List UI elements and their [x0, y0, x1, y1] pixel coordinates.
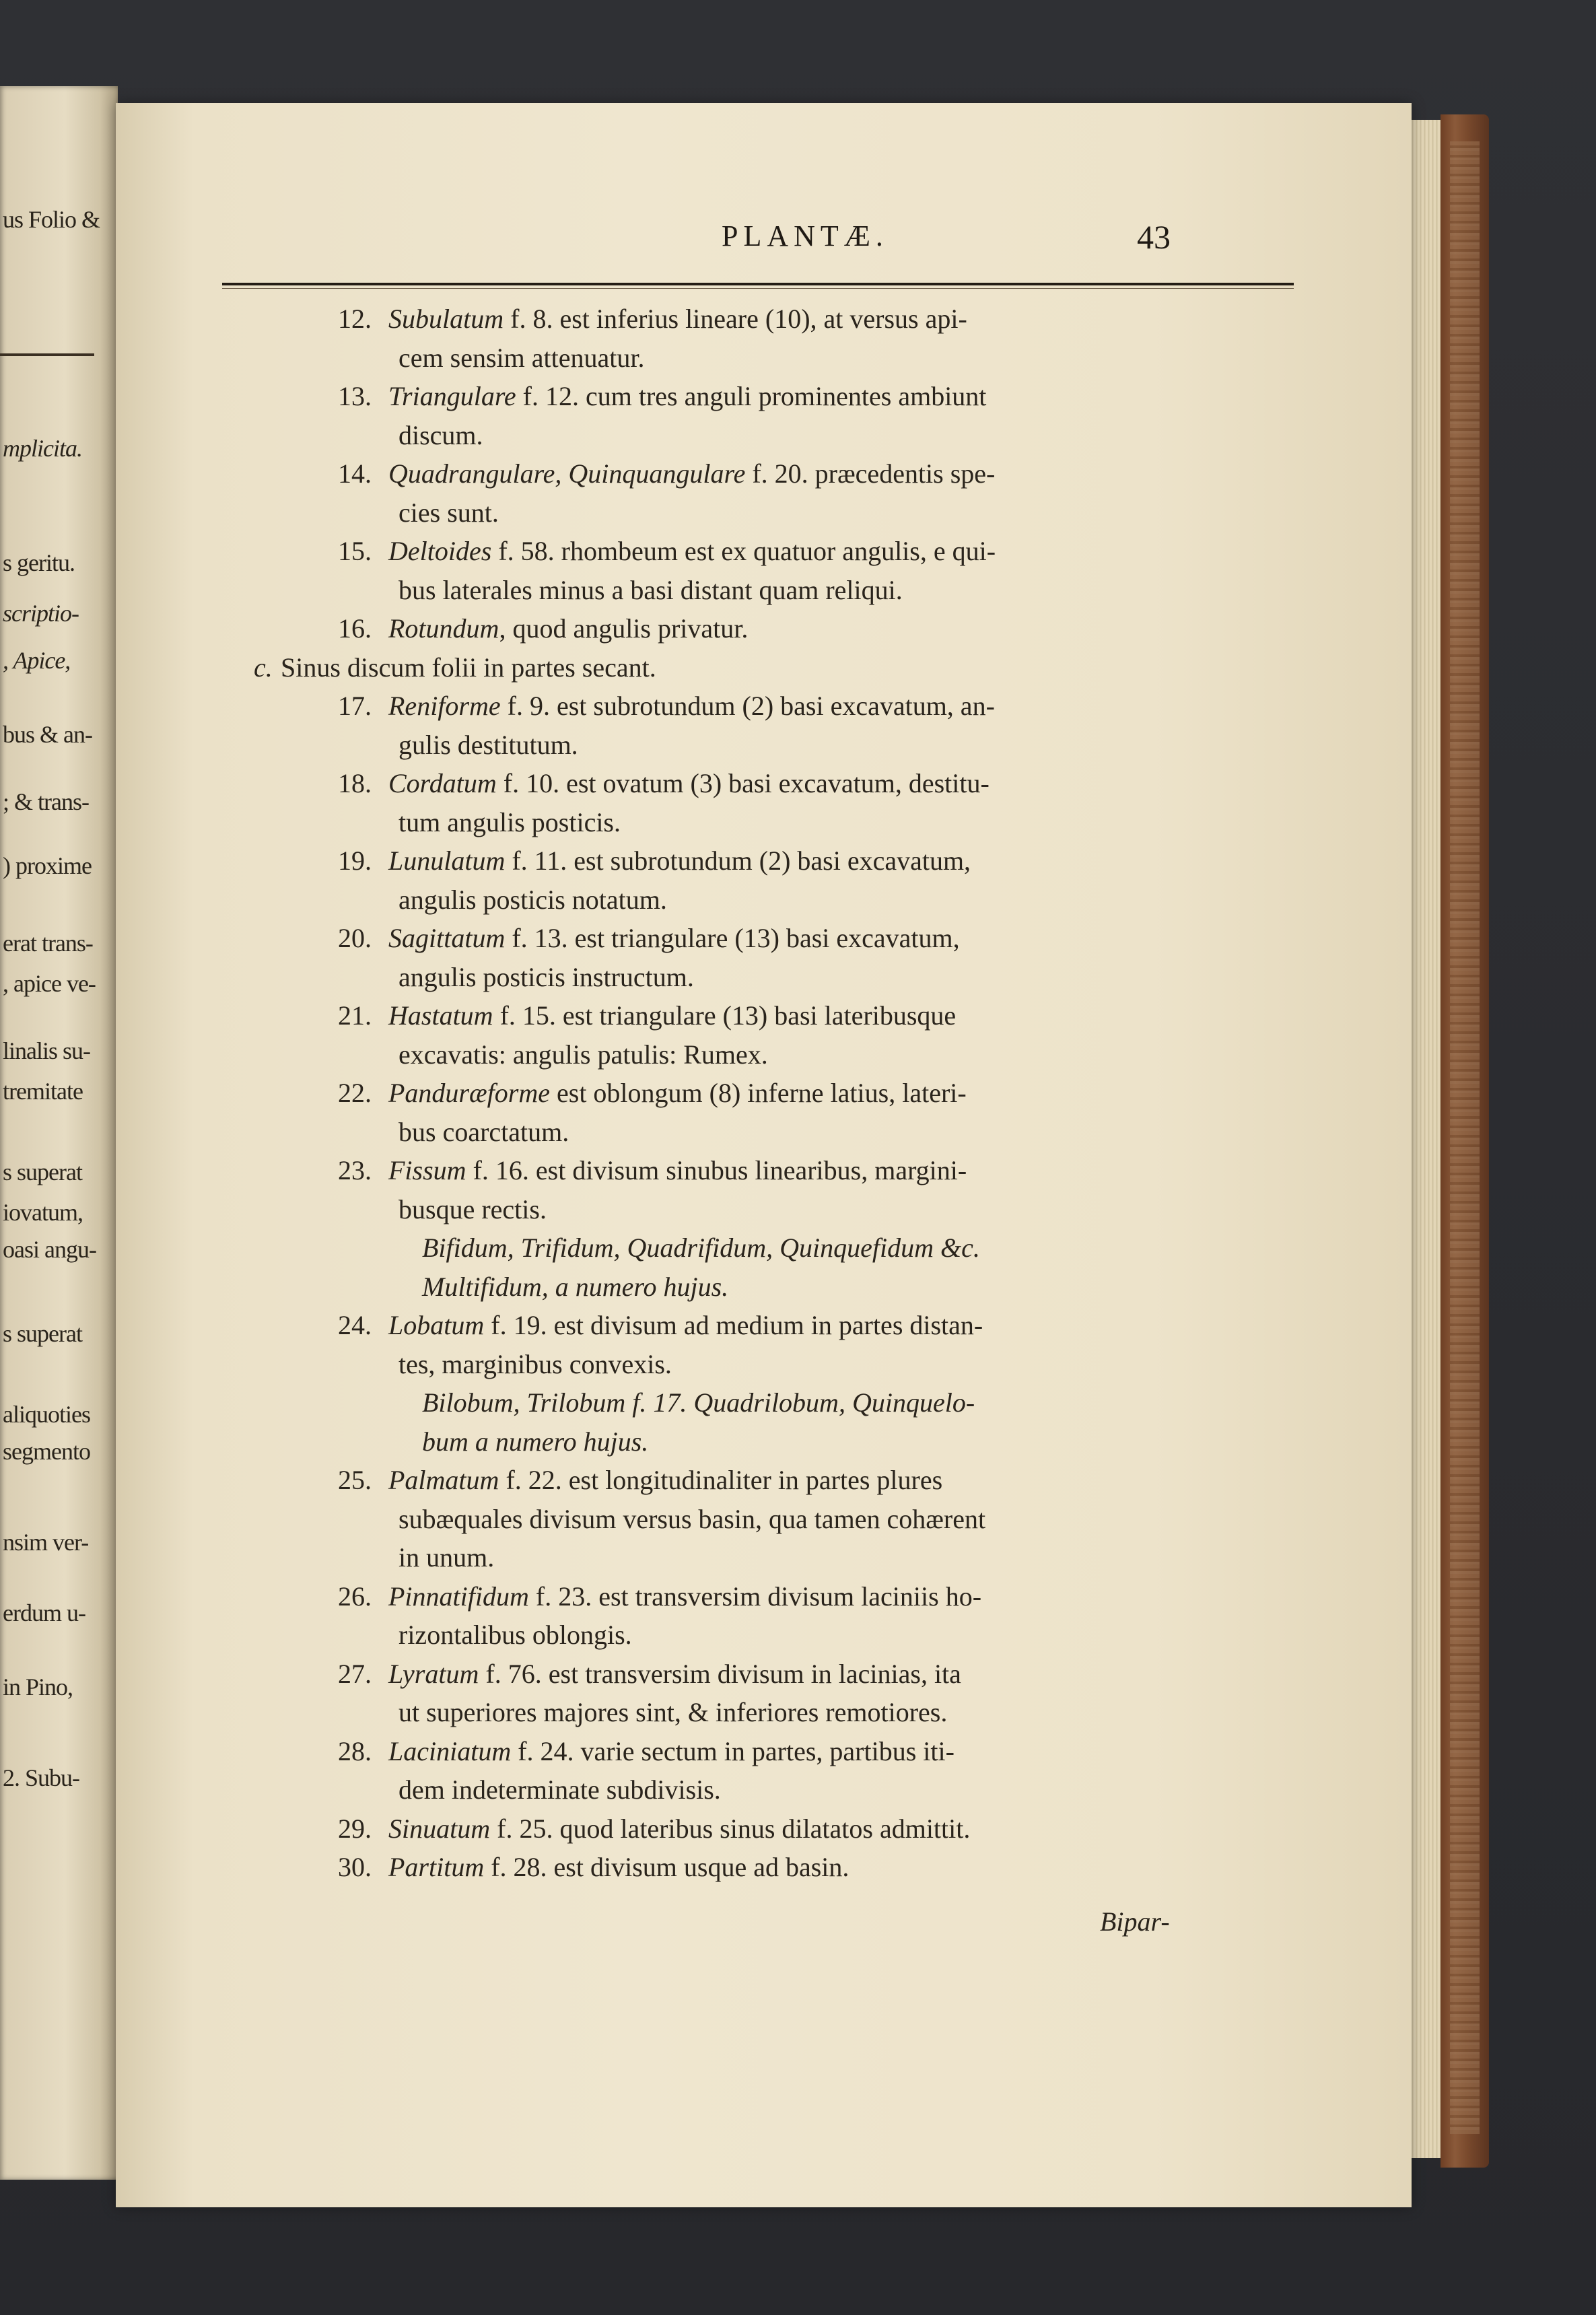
left-page-fragment: s geritu. [3, 549, 75, 576]
left-page-fragment: oasi angu- [3, 1236, 96, 1263]
continuation-line [422, 1270, 728, 1305]
entry-term: Palmatum [388, 1465, 499, 1495]
entry-text: bum a numero hujus. [422, 1426, 649, 1457]
entry-number: 26. [338, 1581, 372, 1612]
entry-line [338, 1076, 967, 1111]
entry-text: busque rectis. [398, 1194, 547, 1224]
entry-text: bus laterales minus a basi distant quam reliqui. [398, 574, 903, 605]
entry-number: 27. [338, 1658, 372, 1689]
entry-text: Bifidum, Trifidum, Quadrifidum, Quinquefidum &c. [422, 1233, 980, 1263]
entry-text: angulis posticis notatum. [398, 884, 667, 915]
entry-line [338, 379, 986, 414]
entry-text: f. 11. est subrotundum (2) basi excavatum, [505, 845, 971, 876]
entry-text: gulis destitutum. [398, 729, 578, 760]
left-page-fragment: , apice ve- [3, 970, 96, 997]
continuation-line [398, 418, 483, 453]
left-page-fragment: s superat [3, 1159, 82, 1185]
continuation-line [398, 1502, 985, 1537]
entry-text: ut superiores majores sint, & inferiores remotiores. [398, 1697, 948, 1727]
entry-text: f. 22. est longitudinaliter in partes plures [499, 1465, 943, 1495]
continuation-line [398, 1695, 947, 1730]
left-page-fragment: s superat [3, 1320, 82, 1347]
continuation-line [398, 1618, 632, 1653]
continuation-line [398, 1192, 547, 1227]
entry-text: f. 19. est divisum ad medium in partes distan- [484, 1310, 983, 1340]
entry-line [338, 1579, 981, 1614]
page-number: 43 [1137, 218, 1171, 256]
entry-text: f. 28. est divisum usque ad basin. [484, 1852, 849, 1882]
entry-text: est oblongum (8) inferne latius, lateri- [550, 1078, 967, 1108]
continuation-line [422, 1231, 980, 1266]
entry-number: 25. [338, 1465, 372, 1495]
left-page-fragment: ; & trans- [3, 788, 89, 815]
left-page-fragment: erdum u- [3, 1599, 85, 1626]
entry-text: f. 8. est inferius lineare (10), at versus api- [504, 304, 967, 334]
entry-term: Lyratum [388, 1658, 479, 1689]
entry-text: in unum. [398, 1542, 495, 1573]
entry-line [338, 921, 960, 956]
entry-text: Sinus discum folii in partes secant. [281, 652, 656, 683]
continuation-line [398, 960, 694, 995]
continuation-line [398, 728, 578, 763]
continuation-line [398, 495, 499, 530]
entry-text: , quod angulis privatur. [499, 613, 749, 644]
entry-line [338, 1734, 955, 1769]
entry-line [338, 611, 748, 646]
entry-text: f. 9. est subrotundum (2) basi excavatum, an- [500, 691, 995, 721]
entry-text: Multifidum, a numero hujus. [422, 1271, 729, 1302]
entry-line [338, 534, 996, 569]
entry-term: Reniforme [388, 691, 501, 721]
entry-text: bus coarctatum. [398, 1116, 569, 1147]
continuation-line [398, 1115, 569, 1150]
entry-text: f. 16. est divisum sinubus linearibus, margini- [466, 1155, 967, 1185]
continuation-line [398, 1347, 672, 1382]
left-facing-page [0, 86, 118, 2180]
left-page-fragment: in Pino, [3, 1673, 73, 1700]
entry-term: Laciniatum [388, 1735, 512, 1766]
entry-text: f. 76. est transversim divisum in lacinias, ita [479, 1658, 961, 1689]
continuation-line [422, 1424, 648, 1459]
left-page-fragment: mplicita. [3, 435, 82, 462]
entry-number: 30. [338, 1852, 372, 1882]
left-page-fragment: nsim ver- [3, 1529, 89, 1556]
entry-number: c. [254, 652, 273, 683]
entry-text: f. 58. rhombeum est ex quatuor angulis, e qui- [491, 536, 996, 566]
running-head: PLANTÆ. [722, 219, 889, 252]
entry-number: 22. [338, 1078, 372, 1108]
entry-number: 28. [338, 1735, 372, 1766]
entry-number: 19. [338, 845, 372, 876]
entry-term: Partitum [388, 1852, 485, 1882]
entry-term: Lobatum [388, 1310, 485, 1340]
entry-text: f. 23. est transversim divisum laciniis ho- [528, 1581, 982, 1612]
entry-text: f. 13. est triangulare (13) basi excavatum, [505, 923, 960, 953]
entry-number: 23. [338, 1155, 372, 1185]
left-page-fragment: scriptio- [3, 600, 79, 627]
entry-text: f. 10. est ovatum (3) basi excavatum, destitu- [496, 768, 990, 798]
continuation-line [398, 883, 667, 918]
entry-line [338, 1850, 849, 1885]
entry-line [338, 1308, 983, 1343]
left-page-fragment: tremitate [3, 1078, 83, 1105]
entry-text: Bilobum, Trilobum f. 17. Quadrilobum, Quinquelo- [422, 1387, 975, 1418]
entry-line [338, 1153, 967, 1188]
entry-term: Quadrangulare, Quinquangulare [388, 458, 746, 489]
entry-text: f. 12. cum tres anguli prominentes ambiunt [516, 381, 987, 411]
text-body [116, 103, 1412, 2207]
continuation-line [398, 805, 621, 840]
entry-number: 13. [338, 381, 372, 411]
entry-line [338, 1657, 961, 1692]
entry-text: f. 20. præcedentis spe- [745, 458, 996, 489]
entry-text: f. 24. varie sectum in partes, partibus iti- [511, 1735, 955, 1766]
entry-text: subæquales divisum versus basin, qua tamen cohærent [398, 1503, 986, 1534]
entry-text: excavatis: angulis patulis: Rumex. [398, 1039, 768, 1070]
entry-text: cies sunt. [398, 497, 499, 528]
entry-line [338, 302, 967, 337]
continuation-line [398, 1772, 721, 1807]
left-page-fragment: segmento [3, 1438, 90, 1465]
entry-number: 18. [338, 768, 372, 798]
entry-term: Sinuatum [388, 1813, 491, 1844]
entry-line [338, 766, 990, 801]
entry-line [338, 843, 971, 878]
entry-text: tum angulis posticis. [398, 806, 621, 837]
left-page-fragment: , Apice, [3, 647, 71, 674]
entry-line [338, 1811, 970, 1846]
left-page-fragment: bus & an- [3, 721, 92, 748]
entry-line [338, 689, 995, 724]
entry-term: Pinnatifidum [388, 1581, 529, 1612]
entry-term: Fissum [388, 1155, 466, 1185]
entry-text: f. 15. est triangulare (13) basi lateribusque [493, 1000, 957, 1031]
entry-number: 20. [338, 923, 372, 953]
entry-text: dem indeterminate subdivisis. [398, 1774, 721, 1805]
entry-term: Sagittatum [388, 923, 506, 953]
left-page-rule [0, 353, 94, 356]
left-page-fragment: iovatum, [3, 1199, 83, 1226]
entry-term: Panduræforme [388, 1078, 550, 1108]
left-page-fragment: us Folio & [3, 206, 100, 233]
entry-term: Deltoides [388, 536, 492, 566]
entry-number: 24. [338, 1310, 372, 1340]
continuation-line [422, 1385, 975, 1420]
entry-text: tes, marginibus convexis. [398, 1348, 672, 1379]
left-page-fragment: aliquoties [3, 1401, 90, 1428]
entry-term: Cordatum [388, 768, 497, 798]
left-page-fragment: erat trans- [3, 930, 93, 957]
left-page-fragment: ) proxime [3, 852, 92, 879]
continuation-line [398, 1037, 768, 1072]
entry-term: Triangulare [388, 381, 516, 411]
entry-term: Rotundum [388, 613, 499, 644]
continuation-line [398, 341, 644, 376]
entry-line [338, 456, 995, 491]
main-page [116, 103, 1412, 2207]
entry-number: 12. [338, 304, 372, 334]
continuation-line [398, 573, 903, 608]
entry-text: rizontalibus oblongis. [398, 1620, 632, 1650]
entry-number: 29. [338, 1813, 372, 1844]
entry-line [254, 650, 656, 685]
entry-number: 21. [338, 1000, 372, 1031]
entry-text: cem sensim attenuatur. [398, 342, 645, 373]
continuation-line [398, 1540, 494, 1575]
entry-number: 17. [338, 691, 372, 721]
left-page-fragment: 2. Subu- [3, 1764, 80, 1791]
left-page-fragment: linalis su- [3, 1037, 90, 1064]
entry-number: 16. [338, 613, 372, 644]
book-cover-edge [1441, 114, 1489, 2168]
catchword: Bipar- [1100, 1906, 1170, 1937]
entry-number: 15. [338, 536, 372, 566]
entry-term: Hastatum [388, 1000, 493, 1031]
entry-text: discum. [398, 419, 483, 450]
entry-line [338, 1463, 942, 1498]
entry-line [338, 998, 956, 1033]
entry-term: Subulatum [388, 304, 504, 334]
entry-number: 14. [338, 458, 372, 489]
entry-text: angulis posticis instructum. [398, 961, 694, 992]
entry-text: f. 25. quod lateribus sinus dilatatos admittit. [490, 1813, 971, 1844]
entry-term: Lunulatum [388, 845, 506, 876]
